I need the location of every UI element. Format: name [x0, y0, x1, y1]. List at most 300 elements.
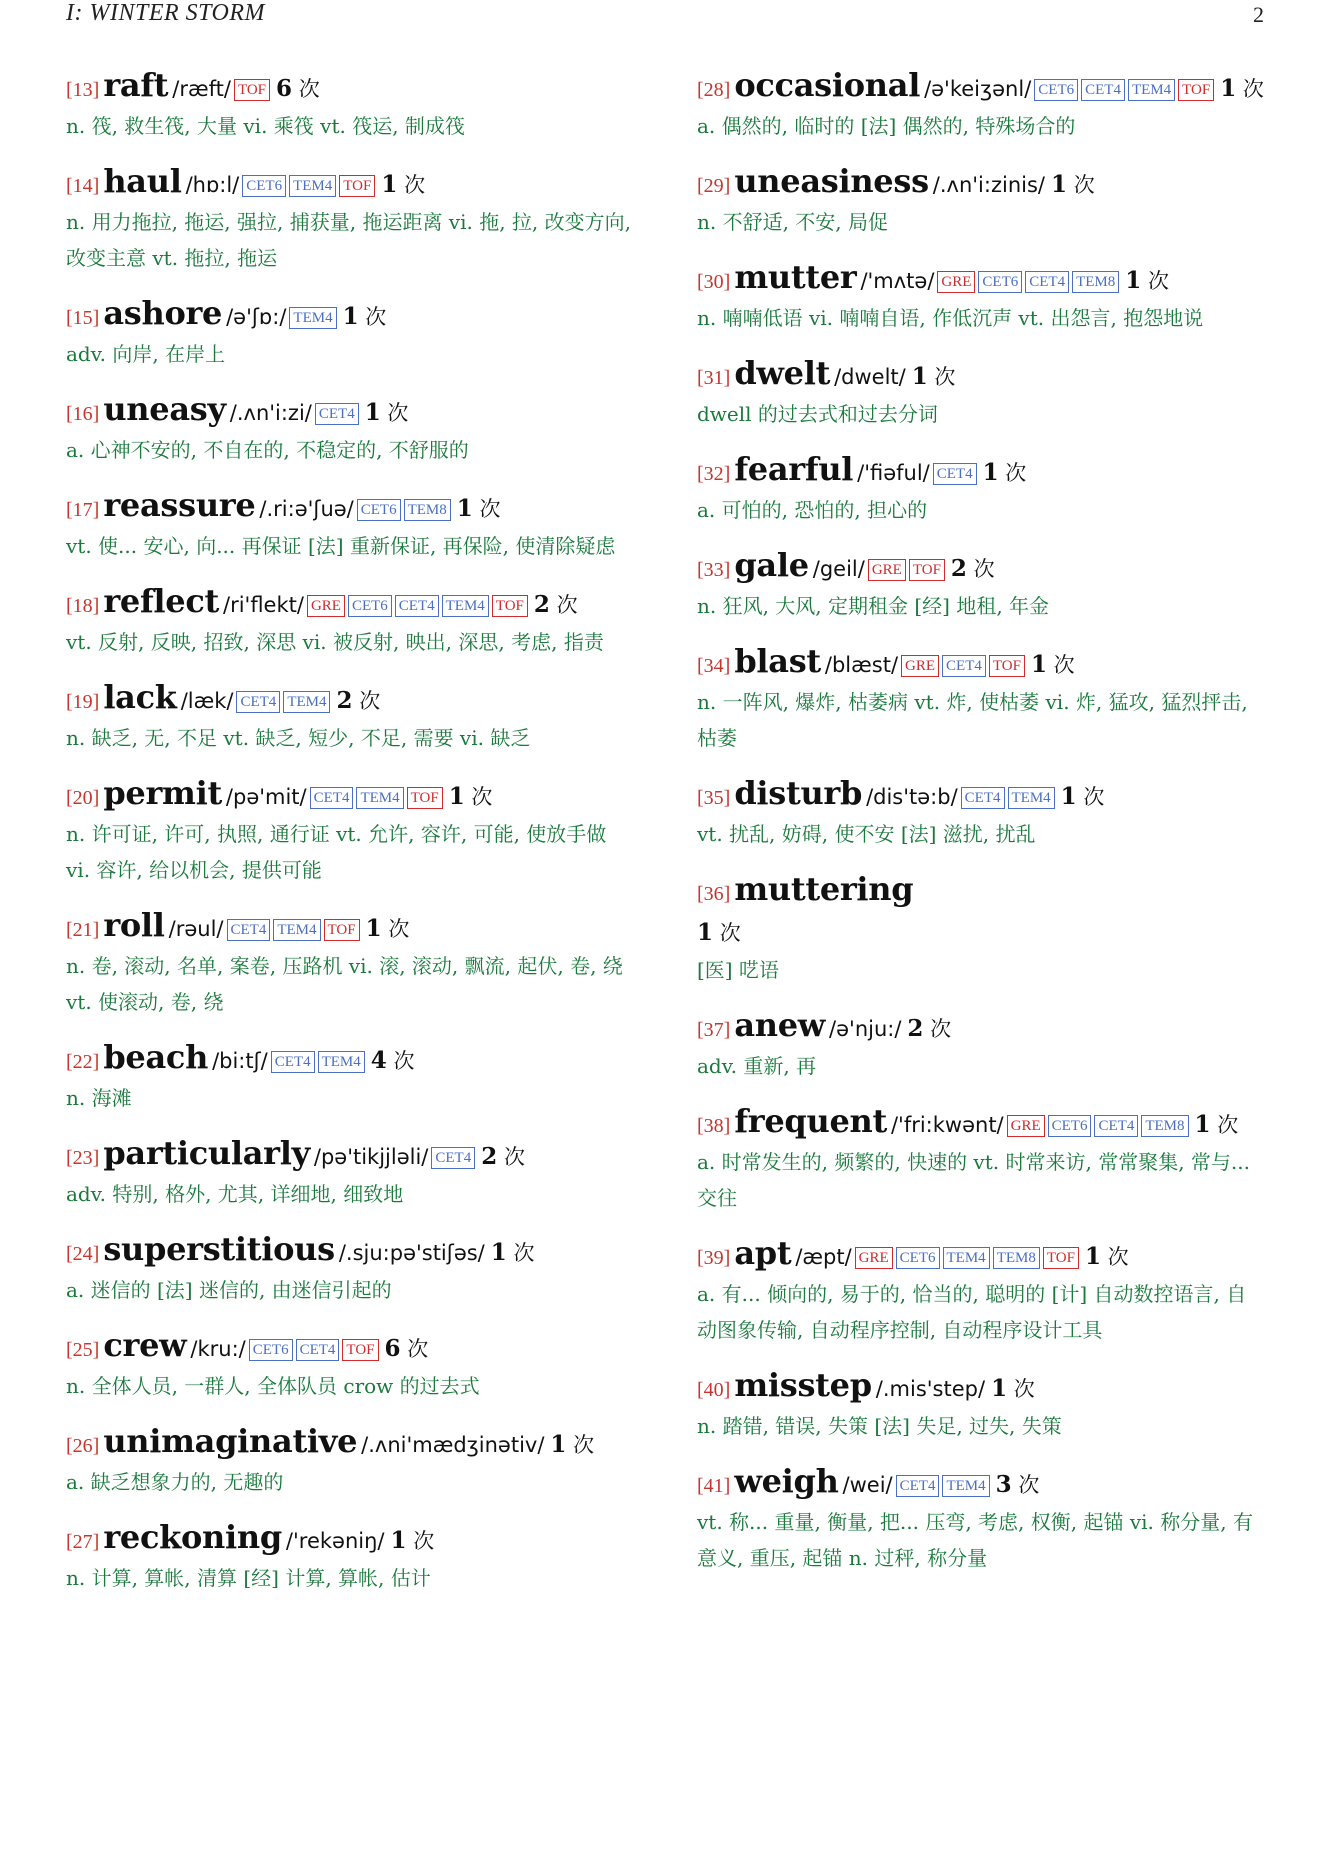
- count-number: 2: [336, 687, 353, 714]
- entry-phonetic: /hɒ:l/: [185, 173, 240, 197]
- occurrence-count: [457, 497, 501, 521]
- vocab-entry: [66, 162, 634, 276]
- exam-tag-cet4: CET4: [896, 1475, 940, 1497]
- entry-definition: [医] 呓语: [697, 958, 779, 982]
- count-unit: 次: [1147, 269, 1169, 293]
- vocab-entry: [697, 546, 1265, 624]
- occurrence-count: [1195, 1113, 1239, 1137]
- entry-word: ashore: [103, 294, 223, 332]
- exam-tag-gre: GRE: [307, 595, 345, 617]
- exam-tag-tof: TOF: [492, 595, 528, 617]
- count-unit: 次: [404, 173, 426, 197]
- entry-word: mutter: [734, 258, 857, 296]
- vocab-entry: [66, 486, 634, 564]
- vocab-entry: [66, 1326, 634, 1404]
- count-unit: 次: [365, 305, 387, 329]
- vocab-entry: [66, 678, 634, 756]
- count-unit: 次: [359, 689, 381, 713]
- entry-definition: n. 许可证, 许可, 执照, 通行证 vt. 允许, 容许, 可能, 使放手做 vi. 容许, 给以机会, 提供可能: [66, 822, 607, 882]
- count-unit: 次: [1217, 1113, 1239, 1137]
- exam-tag-tem4: TEM4: [289, 175, 336, 197]
- entry-definition: n. 用力拖拉, 拖运, 强拉, 捕获量, 拖运距离 vi. 拖, 拉, 改变方向, 改变主意 vt. 拖拉, 拖运: [66, 210, 632, 270]
- exam-tag-cet4: CET4: [315, 403, 359, 425]
- entry-definition: a. 心神不安的, 不自在的, 不稳定的, 不舒服的: [66, 438, 469, 462]
- entry-index: [29]: [697, 175, 731, 197]
- count-unit: 次: [388, 917, 410, 941]
- count-number: 1: [364, 399, 381, 426]
- entry-index: [14]: [66, 175, 100, 197]
- exam-tag-tof: TOF: [1043, 1247, 1079, 1269]
- vocab-entry: [697, 774, 1265, 852]
- exam-tag-cet4: CET4: [942, 655, 986, 677]
- entry-word: occasional: [734, 66, 921, 104]
- exam-tag-gre: GRE: [1007, 1115, 1045, 1137]
- exam-tag-cet6: CET6: [249, 1339, 293, 1361]
- exam-tag-tem8: TEM8: [1072, 271, 1119, 293]
- exam-tag-cet6: CET6: [1048, 1115, 1092, 1137]
- entry-headline: [697, 1462, 1265, 1506]
- entry-word: weigh: [734, 1462, 839, 1500]
- vocab-entry: [66, 66, 634, 144]
- entry-headline: [66, 1230, 634, 1274]
- vocab-entry: [66, 1038, 634, 1116]
- entry-phonetic: /blæst/: [824, 653, 899, 677]
- occurrence-count: [983, 461, 1027, 485]
- vocab-entry: [697, 354, 1265, 432]
- entry-definition: vt. 扰乱, 妨碍, 使不安 [法] 滋扰, 扰乱: [697, 822, 1036, 846]
- exam-tag-tem4: TEM4: [283, 691, 330, 713]
- exam-tag-gre: GRE: [868, 559, 906, 581]
- entry-word: reflect: [103, 582, 219, 620]
- count-number: 1: [1194, 1111, 1211, 1138]
- vocab-entry: [697, 162, 1265, 240]
- exam-tag-gre: GRE: [901, 655, 939, 677]
- entry-index: [40]: [697, 1379, 731, 1401]
- exam-tag-tof: TOF: [989, 655, 1025, 677]
- exam-tag-cet6: CET6: [357, 499, 401, 521]
- exam-tag-tem4: TEM4: [289, 307, 336, 329]
- entry-definition: n. 一阵风, 爆炸, 枯萎病 vt. 炸, 使枯萎 vi. 炸, 猛攻, 猛烈抨击, 枯萎: [697, 690, 1248, 750]
- entry-phonetic: /.sju:pə'stiʃəs/: [338, 1241, 485, 1265]
- entry-phonetic: /geil/: [812, 557, 865, 581]
- entry-index: [18]: [66, 595, 100, 617]
- occurrence-count: [534, 593, 578, 617]
- entry-definition: n. 筏, 救生筏, 大量 vi. 乘筏 vt. 筏运, 制成筏: [66, 114, 465, 138]
- exam-tag-cet4: CET4: [933, 463, 977, 485]
- entry-word: anew: [734, 1006, 826, 1044]
- entry-word: uneasiness: [734, 162, 929, 200]
- entry-headline: [66, 774, 634, 818]
- entry-phonetic: /dwelt/: [834, 365, 906, 389]
- vocab-entry: [697, 870, 1265, 988]
- entry-headline: [66, 390, 634, 434]
- entry-phonetic: /ə'nju:/: [829, 1017, 902, 1041]
- entry-index: [27]: [66, 1531, 100, 1553]
- vocab-entry: [66, 1518, 634, 1596]
- count-number: 2: [907, 1015, 924, 1042]
- entry-definition: n. 缺乏, 无, 不足 vt. 缺乏, 短少, 不足, 需要 vi. 缺乏: [66, 726, 531, 750]
- entry-index: [16]: [66, 403, 100, 425]
- count-number: 1: [342, 303, 359, 330]
- count-unit: 次: [719, 921, 741, 945]
- count-number: 1: [381, 171, 398, 198]
- entry-word: muttering: [734, 870, 914, 908]
- count-number: 1: [1125, 267, 1142, 294]
- vocab-entry: [66, 1422, 634, 1500]
- entry-headline: [66, 1134, 634, 1178]
- occurrence-count: [1220, 77, 1264, 101]
- count-number: 1: [550, 1431, 567, 1458]
- occurrence-count: [1051, 173, 1095, 197]
- entry-definition: a. 有... 倾向的, 易于的, 恰当的, 聪明的 [计] 自动数控语言, 自动图象传输, 自动程序控制, 自动程序设计工具: [697, 1282, 1247, 1342]
- entry-definition: a. 迷信的 [法] 迷信的, 由迷信引起的: [66, 1278, 392, 1302]
- count-number: 1: [1060, 783, 1077, 810]
- entry-word: uneasy: [103, 390, 226, 428]
- left-column: [66, 66, 634, 1614]
- entry-definition: n. 海滩: [66, 1086, 132, 1110]
- entry-index: [31]: [697, 367, 731, 389]
- entry-phonetic: /dis'tə:b/: [866, 785, 958, 809]
- exam-tag-tof: TOF: [339, 175, 375, 197]
- occurrence-count: [385, 1337, 429, 1361]
- exam-tag-tem4: TEM4: [442, 595, 489, 617]
- entry-index: [26]: [66, 1435, 100, 1457]
- entry-word: blast: [734, 642, 821, 680]
- exam-tag-cet6: CET6: [242, 175, 286, 197]
- count-unit: 次: [503, 1145, 525, 1169]
- occurrence-count: [276, 77, 320, 101]
- exam-tag-cet4: CET4: [310, 787, 354, 809]
- exam-tag-cet4: CET4: [1025, 271, 1069, 293]
- exam-tag-cet4: CET4: [227, 919, 271, 941]
- count-number: 1: [1030, 651, 1047, 678]
- occurrence-count: [365, 401, 409, 425]
- entry-word: crew: [103, 1326, 187, 1364]
- entry-index: [25]: [66, 1339, 100, 1361]
- count-number: 1: [911, 363, 928, 390]
- entry-headline: [66, 162, 634, 206]
- entry-headline: [697, 162, 1265, 206]
- entry-index: [17]: [66, 499, 100, 521]
- count-unit: 次: [1005, 461, 1027, 485]
- count-number: 2: [481, 1143, 498, 1170]
- exam-tag-gre: GRE: [937, 271, 975, 293]
- entry-definition: n. 喃喃低语 vi. 喃喃自语, 作低沉声 vt. 出怨言, 抱怨地说: [697, 306, 1204, 330]
- entry-phonetic: /'fiəful/: [857, 461, 930, 485]
- entry-index: [28]: [697, 79, 731, 101]
- entry-phonetic: /.ʌn'i:zinis/: [932, 173, 1045, 197]
- count-unit: 次: [556, 593, 578, 617]
- exam-tag-cet6: CET6: [896, 1247, 940, 1269]
- entry-index: [19]: [66, 691, 100, 713]
- entry-word: misstep: [734, 1366, 872, 1404]
- exam-tag-tem4: TEM4: [1008, 787, 1055, 809]
- entry-index: [13]: [66, 79, 100, 101]
- count-number: 6: [384, 1335, 401, 1362]
- entry-word: gale: [734, 546, 809, 584]
- exam-tag-tof: TOF: [324, 919, 360, 941]
- exam-tag-tof: TOF: [407, 787, 443, 809]
- occurrence-count: [1085, 1245, 1129, 1269]
- count-number: 4: [370, 1047, 387, 1074]
- vocab-entry: [66, 774, 634, 888]
- vocab-entry: [66, 294, 634, 372]
- entry-index: [35]: [697, 787, 731, 809]
- exam-tag-tof: TOF: [1178, 79, 1214, 101]
- count-number: 2: [533, 591, 550, 618]
- entry-phonetic: /læk/: [180, 689, 234, 713]
- entry-headline: [66, 1038, 634, 1082]
- entry-word: unimaginative: [103, 1422, 358, 1460]
- count-unit: 次: [513, 1241, 535, 1265]
- entry-phonetic: /pə'mit/: [225, 785, 307, 809]
- entry-phonetic: /wei/: [842, 1473, 893, 1497]
- entry-headline: [697, 1102, 1265, 1146]
- count-unit: 次: [413, 1529, 435, 1553]
- occurrence-count: [336, 689, 380, 713]
- occurrence-count: [481, 1145, 525, 1169]
- entry-index: [38]: [697, 1115, 731, 1137]
- count-unit: 次: [1013, 1377, 1035, 1401]
- entry-word: particularly: [103, 1134, 310, 1172]
- vocab-entry: [66, 1230, 634, 1308]
- entry-count-line: [697, 914, 1265, 954]
- entry-phonetic: /.mis'step/: [875, 1377, 986, 1401]
- entry-phonetic: /'fri:kwənt/: [890, 1113, 1004, 1137]
- entry-index: [21]: [66, 919, 100, 941]
- entry-headline: [697, 642, 1265, 686]
- entry-phonetic: /kru:/: [190, 1337, 246, 1361]
- entry-headline: [697, 354, 1265, 398]
- entry-headline: [697, 774, 1265, 818]
- entry-word: apt: [734, 1234, 792, 1272]
- exam-tag-tof: TOF: [342, 1339, 378, 1361]
- entry-index: [32]: [697, 463, 731, 485]
- count-unit: 次: [387, 401, 409, 425]
- entry-word: disturb: [734, 774, 863, 812]
- entry-headline: [697, 870, 1265, 914]
- count-number: 1: [1051, 171, 1068, 198]
- entry-phonetic: /.ʌn'i:zi/: [229, 401, 312, 425]
- entry-headline: [66, 678, 634, 722]
- vocab-entry: [697, 1102, 1265, 1216]
- occurrence-count: [1031, 653, 1075, 677]
- entry-headline: [697, 1006, 1265, 1050]
- page-number: 2: [1253, 2, 1264, 27]
- exam-tag-tem4: TEM4: [942, 1475, 989, 1497]
- entry-index: [39]: [697, 1247, 731, 1269]
- occurrence-count: [390, 1529, 434, 1553]
- entry-definition: adv. 向岸, 在岸上: [66, 342, 226, 366]
- entry-phonetic: /ə'keiʒənl/: [924, 77, 1032, 101]
- occurrence-count: [366, 917, 410, 941]
- exam-tag-tem8: TEM8: [993, 1247, 1040, 1269]
- right-column: [697, 66, 1265, 1594]
- exam-tag-tem4: TEM4: [1128, 79, 1175, 101]
- entry-word: frequent: [734, 1102, 887, 1140]
- vocab-entry: [697, 1006, 1265, 1084]
- occurrence-count: [449, 785, 493, 809]
- chapter-title: I: WINTER STORM: [66, 0, 266, 26]
- entry-index: [15]: [66, 307, 100, 329]
- entry-headline: [697, 258, 1265, 302]
- count-number: 2: [950, 555, 967, 582]
- exam-tag-cet4: CET4: [296, 1339, 340, 1361]
- occurrence-count: [381, 173, 425, 197]
- count-number: 1: [390, 1527, 407, 1554]
- count-unit: 次: [934, 365, 956, 389]
- occurrence-count: [996, 1473, 1040, 1497]
- occurrence-count: [951, 557, 995, 581]
- exam-tag-tem8: TEM8: [404, 499, 451, 521]
- exam-tag-tem8: TEM8: [1141, 1115, 1188, 1137]
- exam-tag-cet4: CET4: [271, 1051, 315, 1073]
- exam-tag-tem4: TEM4: [943, 1247, 990, 1269]
- entry-word: fearful: [734, 450, 854, 488]
- exam-tag-tem4: TEM4: [318, 1051, 365, 1073]
- entry-phonetic: /.ʌni'mædʒinətiv/: [361, 1433, 545, 1457]
- count-number: 3: [995, 1471, 1012, 1498]
- exam-tag-cet6: CET6: [978, 271, 1022, 293]
- exam-tag-cet4: CET4: [395, 595, 439, 617]
- entry-definition: n. 卷, 滚动, 名单, 案卷, 压路机 vi. 滚, 滚动, 飘流, 起伏, 卷, 绕 vt. 使滚动, 卷, 绕: [66, 954, 623, 1014]
- entry-phonetic: /.ri:ə'ʃuə/: [259, 497, 354, 521]
- count-number: 1: [448, 783, 465, 810]
- entry-headline: [66, 1326, 634, 1370]
- entry-word: roll: [103, 906, 165, 944]
- count-unit: 次: [1073, 173, 1095, 197]
- entry-index: [20]: [66, 787, 100, 809]
- exam-tag-tof: TOF: [234, 79, 270, 101]
- count-number: 1: [982, 459, 999, 486]
- entry-definition: dwell 的过去式和过去分词: [697, 402, 938, 426]
- count-number: 1: [1220, 75, 1237, 102]
- count-unit: 次: [407, 1337, 429, 1361]
- exam-tag-cet4: CET4: [431, 1147, 475, 1169]
- count-number: 1: [490, 1239, 507, 1266]
- occurrence-count: [491, 1241, 535, 1265]
- entry-word: reckoning: [103, 1518, 282, 1556]
- entry-headline: [66, 294, 634, 338]
- entry-phonetic: /bi:tʃ/: [212, 1049, 268, 1073]
- vocab-entry: [697, 1462, 1265, 1576]
- count-unit: 次: [930, 1017, 952, 1041]
- vocab-entry: [66, 1134, 634, 1212]
- vocab-entry: [697, 1366, 1265, 1444]
- count-unit: 次: [1107, 1245, 1129, 1269]
- entry-phonetic: /ri'flekt/: [223, 593, 304, 617]
- count-unit: 次: [573, 1433, 595, 1457]
- entry-definition: vt. 称... 重量, 衡量, 把... 压弯, 考虑, 权衡, 起锚 vi. 称分量, 有意义, 重压, 起锚 n. 过秤, 称分量: [697, 1510, 1253, 1570]
- entry-index: [23]: [66, 1147, 100, 1169]
- entry-index: [22]: [66, 1051, 100, 1073]
- vocab-entry: [697, 1234, 1265, 1348]
- exam-tag-cet4: CET4: [1094, 1115, 1138, 1137]
- entry-index: [34]: [697, 655, 731, 677]
- entry-phonetic: /'rekəniŋ/: [285, 1529, 385, 1553]
- count-unit: 次: [973, 557, 995, 581]
- entry-word: raft: [103, 66, 169, 104]
- entry-index: [33]: [697, 559, 731, 581]
- occurrence-count: [1125, 269, 1169, 293]
- entry-headline: [697, 546, 1265, 590]
- entry-definition: a. 偶然的, 临时的 [法] 偶然的, 特殊场合的: [697, 114, 1076, 138]
- entry-index: [41]: [697, 1475, 731, 1497]
- count-unit: 次: [479, 497, 501, 521]
- entry-index: [24]: [66, 1243, 100, 1265]
- count-unit: 次: [1242, 77, 1264, 101]
- exam-tag-gre: GRE: [855, 1247, 893, 1269]
- count-unit: 次: [298, 77, 320, 101]
- occurrence-count: [550, 1433, 594, 1457]
- count-unit: 次: [1018, 1473, 1040, 1497]
- entry-headline: [66, 582, 634, 626]
- count-number: 1: [456, 495, 473, 522]
- entry-definition: adv. 重新, 再: [697, 1054, 817, 1078]
- entry-phonetic: /ræft/: [172, 77, 231, 101]
- entry-headline: [66, 906, 634, 950]
- vocab-entry: [697, 258, 1265, 336]
- exam-tag-cet4: CET4: [961, 787, 1005, 809]
- occurrence-count: [697, 921, 741, 945]
- entry-phonetic: /ə'ʃɒ:/: [226, 305, 287, 329]
- entry-headline: [66, 66, 634, 110]
- entry-word: beach: [103, 1038, 209, 1076]
- exam-tag-cet4: CET4: [1081, 79, 1125, 101]
- entry-word: reassure: [103, 486, 256, 524]
- entry-word: permit: [103, 774, 222, 812]
- entry-word: lack: [103, 678, 177, 716]
- count-number: 1: [697, 919, 714, 946]
- count-number: 6: [276, 75, 293, 102]
- entry-phonetic: /pə'tikjjləli/: [313, 1145, 429, 1169]
- exam-tag-tem4: TEM4: [273, 919, 320, 941]
- entry-phonetic: /'mʌtə/: [860, 269, 935, 293]
- entry-headline: [697, 1366, 1265, 1410]
- count-number: 1: [1084, 1243, 1101, 1270]
- exam-tag-cet6: CET6: [348, 595, 392, 617]
- entry-word: superstitious: [103, 1230, 335, 1268]
- exam-tag-cet4: CET4: [236, 691, 280, 713]
- count-number: 1: [365, 915, 382, 942]
- entry-phonetic: /æpt/: [795, 1245, 852, 1269]
- count-unit: 次: [1053, 653, 1075, 677]
- entry-index: [36]: [697, 883, 731, 905]
- occurrence-count: [991, 1377, 1035, 1401]
- entry-index: [30]: [697, 271, 731, 293]
- entry-headline: [66, 1518, 634, 1562]
- occurrence-count: [907, 1017, 951, 1041]
- entry-headline: [697, 66, 1265, 110]
- entry-definition: adv. 特别, 格外, 尤其, 详细地, 细致地: [66, 1182, 404, 1206]
- entry-headline: [697, 1234, 1265, 1278]
- entry-definition: vt. 反射, 反映, 招致, 深思 vi. 被反射, 映出, 深思, 考虑, 指责: [66, 630, 604, 654]
- count-number: 1: [991, 1375, 1008, 1402]
- entry-definition: n. 全体人员, 一群人, 全体队员 crow 的过去式: [66, 1374, 480, 1398]
- exam-tag-cet6: CET6: [1034, 79, 1078, 101]
- entry-definition: a. 缺乏想象力的, 无趣的: [66, 1470, 284, 1494]
- vocab-entry: [66, 906, 634, 1020]
- count-unit: 次: [393, 1049, 415, 1073]
- entry-headline: [697, 450, 1265, 494]
- occurrence-count: [1061, 785, 1105, 809]
- vocab-entry: [66, 582, 634, 660]
- count-unit: 次: [471, 785, 493, 809]
- entry-word: dwelt: [734, 354, 831, 392]
- entry-index: [37]: [697, 1019, 731, 1041]
- vocab-entry: [697, 642, 1265, 756]
- vocab-entry: [66, 390, 634, 468]
